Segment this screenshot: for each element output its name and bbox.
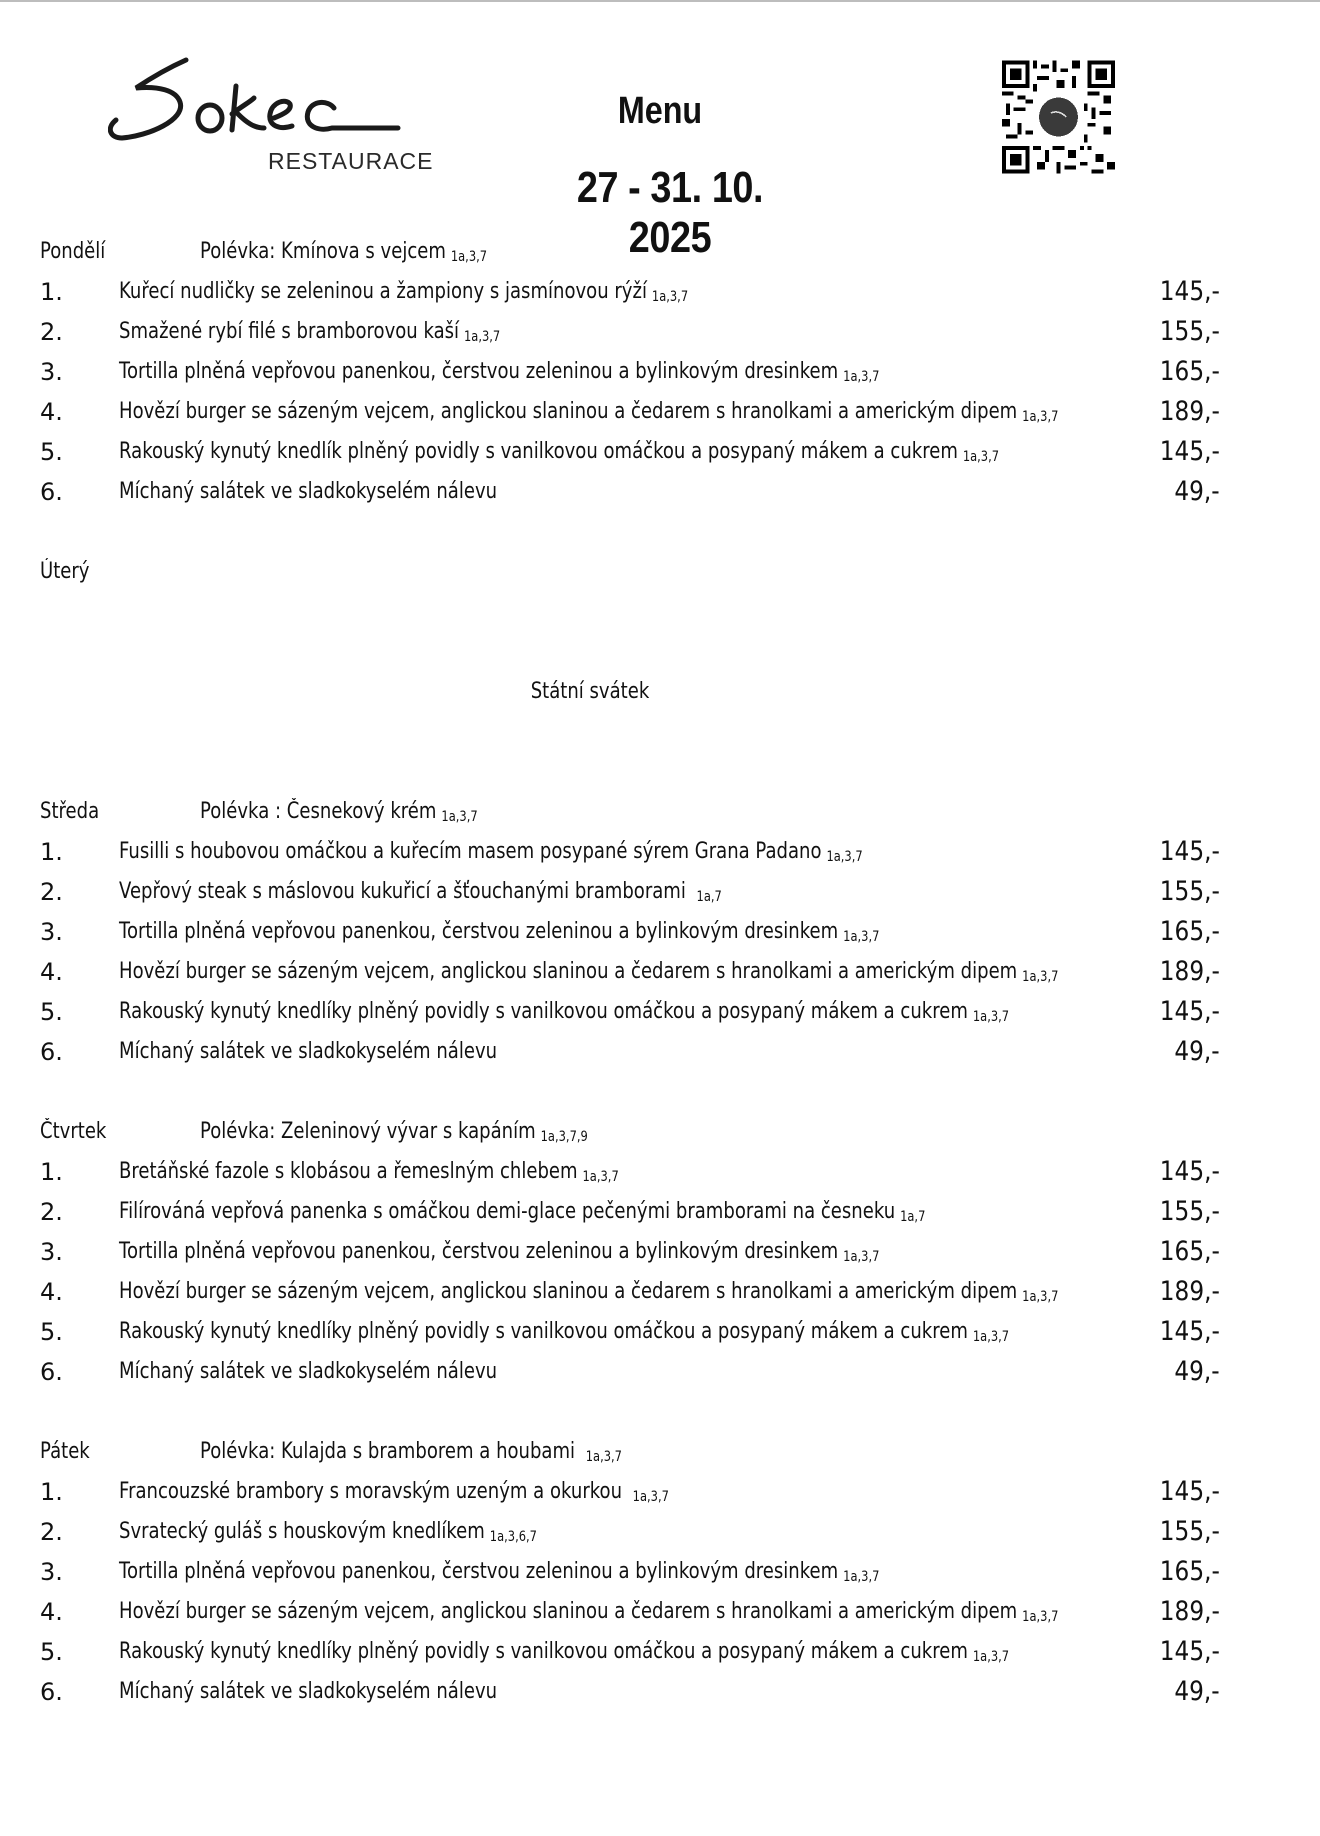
item-name [119,1552,879,1597]
menu-item-row [0,952,1320,992]
allergens: 1a,3,7 [1022,409,1059,425]
item-number: 3. [40,358,63,386]
soup-label [200,792,478,837]
item-name-text: Hovězí burger se sázeným vejcem, anglickou slaninou a čedarem s hranolkami a americkým dipem [119,1279,1018,1304]
item-number: 2. [40,1198,63,1226]
item-name [119,1672,497,1712]
day-header-tuesday [0,552,1320,592]
item-number: 4. [40,958,63,986]
item-name-text: Rakouský kynutý knedlíky plněný povidly s vanilkovou omáčkou a posypaný mákem a cukrem [119,1319,968,1344]
menu-item-row [0,1512,1320,1552]
item-number: 6. [40,1038,63,1066]
item-price: 145,- [1159,436,1220,467]
item-name [119,872,722,917]
item-price: 189,- [1159,396,1220,427]
menu-item-row [0,1272,1320,1312]
menu-item-row [0,1232,1320,1272]
item-name-text: Kuřecí nudličky se zeleninou a žampiony s jasmínovou rýží [119,279,647,304]
item-name [119,272,688,317]
allergens: 1a,3,7 [843,1249,880,1265]
menu-item-row [0,1592,1320,1632]
menu-item-row [0,392,1320,432]
item-name [119,1312,1009,1357]
item-name [119,1232,879,1277]
allergens: 1a,3,7 [585,1449,622,1465]
menu-item-row [0,352,1320,392]
item-number: 6. [40,1678,63,1706]
item-name [119,312,500,357]
item-number: 1. [40,1478,63,1506]
item-number: 5. [40,438,63,466]
item-name [119,392,1058,437]
allergens: 1a,3,6,7 [489,1529,537,1545]
allergens: 1a,3,7 [972,1009,1010,1025]
item-name [119,1632,1009,1677]
day-header-thursday [0,1112,1320,1152]
item-name-text: Filírováná vepřová panenka s omáčkou demi-glace pečenými bramborami na česneku [119,1199,896,1224]
soup-label [200,1112,588,1157]
item-name-text: Hovězí burger se sázeným vejcem, anglickou slaninou a čedarem s hranolkami a americkým dipem [119,1599,1018,1624]
item-name [119,992,1009,1037]
item-price: 189,- [1159,1596,1220,1627]
allergens: 1a,7 [900,1209,926,1225]
menu-item-row [0,1192,1320,1232]
item-name-text: Míchaný salátek ve sladkokyselém nálevu [119,1679,498,1704]
item-name-text: Tortilla plněná vepřovou panenkou, čerstvou zeleninou a bylinkovým dresinkem [119,1239,839,1264]
item-number: 6. [40,478,63,506]
menu-item-row [0,872,1320,912]
item-price: 49,- [1174,1036,1220,1067]
item-name [119,832,863,877]
allergens: 1a,3,7 [1022,1609,1059,1625]
item-number: 5. [40,1638,63,1666]
menu-item-row [0,1632,1320,1672]
item-number: 3. [40,918,63,946]
item-name [119,1152,619,1197]
allergens: 1a,3,7,9 [540,1129,588,1145]
item-number: 3. [40,1238,63,1266]
item-price: 145,- [1159,996,1220,1027]
allergens: 1a,3,7 [582,1169,619,1185]
allergens: 1a,3,7 [843,369,880,385]
item-name-text: Francouzské brambory s moravským uzeným a okurkou [119,1479,628,1504]
allergens: 1a,3,7 [843,929,880,945]
allergens: 1a,3,7 [1022,969,1059,985]
item-number: 5. [40,998,63,1026]
item-number: 1. [40,838,63,866]
item-number: 4. [40,398,63,426]
item-price: 145,- [1159,1476,1220,1507]
soup-text: Polévka: Zeleninový vývar s kapáním [200,1119,536,1144]
item-price: 145,- [1159,1316,1220,1347]
menu-item-row [0,1472,1320,1512]
menu-item-row [0,1552,1320,1592]
holiday-note: Státní svátek [530,679,650,704]
item-name [119,472,497,512]
soup-text: Polévka: Kmínova s vejcem [200,239,446,264]
item-name-text: Bretáňské fazole s klobásou a řemeslným chlebem [119,1159,578,1184]
allergens: 1a,3,7 [962,449,1000,465]
item-price: 155,- [1159,316,1220,347]
allergens: 1a,3,7 [450,249,488,265]
item-price: 155,- [1159,1516,1220,1547]
item-name [119,1032,497,1072]
item-name-text: Tortilla plněná vepřovou panenkou, čerstvou zeleninou a bylinkovým dresinkem [119,359,839,384]
page-title: Menu [617,90,703,132]
item-number: 2. [40,878,63,906]
day-header-monday [0,232,1320,272]
item-price: 189,- [1159,1276,1220,1307]
qr-code-icon[interactable] [1002,60,1115,174]
item-name-text: Smažené rybí filé s bramborovou kaší [119,319,460,344]
item-price: 155,- [1159,1196,1220,1227]
item-name [119,432,999,477]
allergens: 1a,3,7 [463,329,501,345]
day-label: Pátek [40,1439,90,1464]
day-header-wednesday [0,792,1320,832]
menu-item-row [0,272,1320,312]
item-price: 145,- [1159,1156,1220,1187]
menu-item-row [0,1312,1320,1352]
day-label: Čtvrtek [40,1119,107,1144]
menu-item-row [0,912,1320,952]
item-name [119,912,879,957]
allergens: 1a,7 [696,889,722,905]
soup-text: Polévka : Česnekový krém [200,799,437,824]
menu-item-row [0,472,1320,512]
allergens: 1a,3,7 [632,1489,669,1505]
item-number: 4. [40,1278,63,1306]
item-name-text: Tortilla plněná vepřovou panenkou, čerstvou zeleninou a bylinkovým dresinkem [119,919,839,944]
item-name-text: Tortilla plněná vepřovou panenkou, čerstvou zeleninou a bylinkovým dresinkem [119,1559,839,1584]
item-name-text: Rakouský kynutý knedlík plněný povidly s vanilkovou omáčkou a posypaný mákem a cukrem [119,439,958,464]
soup-label [200,232,487,277]
sokec-script-logo-icon [108,56,418,156]
menu-item-row [0,1152,1320,1192]
date-range: 27 - 31. 10. 2025 [576,163,764,262]
menu-item-row [0,1032,1320,1072]
menu-item-row [0,992,1320,1032]
item-number: 3. [40,1558,63,1586]
item-name [119,1512,537,1557]
item-name [119,1272,1058,1317]
item-name-text: Míchaný salátek ve sladkokyselém nálevu [119,1359,498,1384]
item-number: 2. [40,1518,63,1546]
item-price: 165,- [1159,1236,1220,1267]
menu-item-row [0,1352,1320,1392]
item-number: 6. [40,1358,63,1386]
item-price: 165,- [1159,356,1220,387]
item-number: 1. [40,1158,63,1186]
item-number: 2. [40,318,63,346]
top-border [0,0,1320,2]
item-price: 165,- [1159,1556,1220,1587]
allergens: 1a,3,7 [972,1649,1010,1665]
allergens: 1a,3,7 [826,849,863,865]
allergens: 1a,3,7 [972,1329,1010,1345]
day-label: Středa [40,799,100,824]
item-price: 145,- [1159,1636,1220,1667]
item-price: 49,- [1174,1676,1220,1707]
restaurant-logo [108,56,448,176]
item-number: 1. [40,278,63,306]
item-price: 145,- [1159,276,1220,307]
day-header-friday [0,1432,1320,1472]
item-name-text: Hovězí burger se sázeným vejcem, anglickou slaninou a čedarem s hranolkami a americkým dipem [119,959,1018,984]
item-name-text: Svratecký guláš s houskovým knedlíkem [119,1519,485,1544]
item-name-text: Fusilli s houbovou omáčkou a kuřecím masem posypané sýrem Grana Padano [119,839,822,864]
item-name [119,1352,497,1392]
item-price: 145,- [1159,836,1220,867]
logo-subtitle: RESTAURACE [268,148,434,174]
menu-item-row [0,832,1320,872]
soup-label [200,1432,622,1477]
item-name [119,1592,1058,1637]
soup-text: Polévka: Kulajda s bramborem a houbami [200,1439,581,1464]
allergens: 1a,3,7 [1022,1289,1059,1305]
day-label: Úterý [40,559,90,584]
item-name-text: Hovězí burger se sázeným vejcem, anglickou slaninou a čedarem s hranolkami a americkým dipem [119,399,1018,424]
item-price: 165,- [1159,916,1220,947]
menu-item-row [0,1672,1320,1712]
allergens: 1a,3,7 [441,809,478,825]
item-name-text: Míchaný salátek ve sladkokyselém nálevu [119,479,498,504]
menu-item-row [0,312,1320,352]
item-name-text: Míchaný salátek ve sladkokyselém nálevu [119,1039,498,1064]
item-name [119,1192,925,1237]
item-price: 49,- [1174,476,1220,507]
item-number: 5. [40,1318,63,1346]
menu-item-row [0,432,1320,472]
item-number: 4. [40,1598,63,1626]
item-name [119,952,1058,997]
day-label: Pondělí [40,239,106,264]
item-price: 49,- [1174,1356,1220,1387]
item-name [119,1472,669,1517]
item-price: 189,- [1159,956,1220,987]
allergens: 1a,3,7 [843,1569,880,1585]
item-name-text: Rakouský kynutý knedlíky plněný povidly s vanilkovou omáčkou a posypaný mákem a cukrem [119,999,968,1024]
item-name-text: Rakouský kynutý knedlíky plněný povidly s vanilkovou omáčkou a posypaný mákem a cukrem [119,1639,968,1664]
item-price: 155,- [1159,876,1220,907]
item-name [119,352,879,397]
allergens: 1a,3,7 [651,289,689,305]
item-name-text: Vepřový steak s máslovou kukuřicí a šťouchanými bramborami [119,879,692,904]
